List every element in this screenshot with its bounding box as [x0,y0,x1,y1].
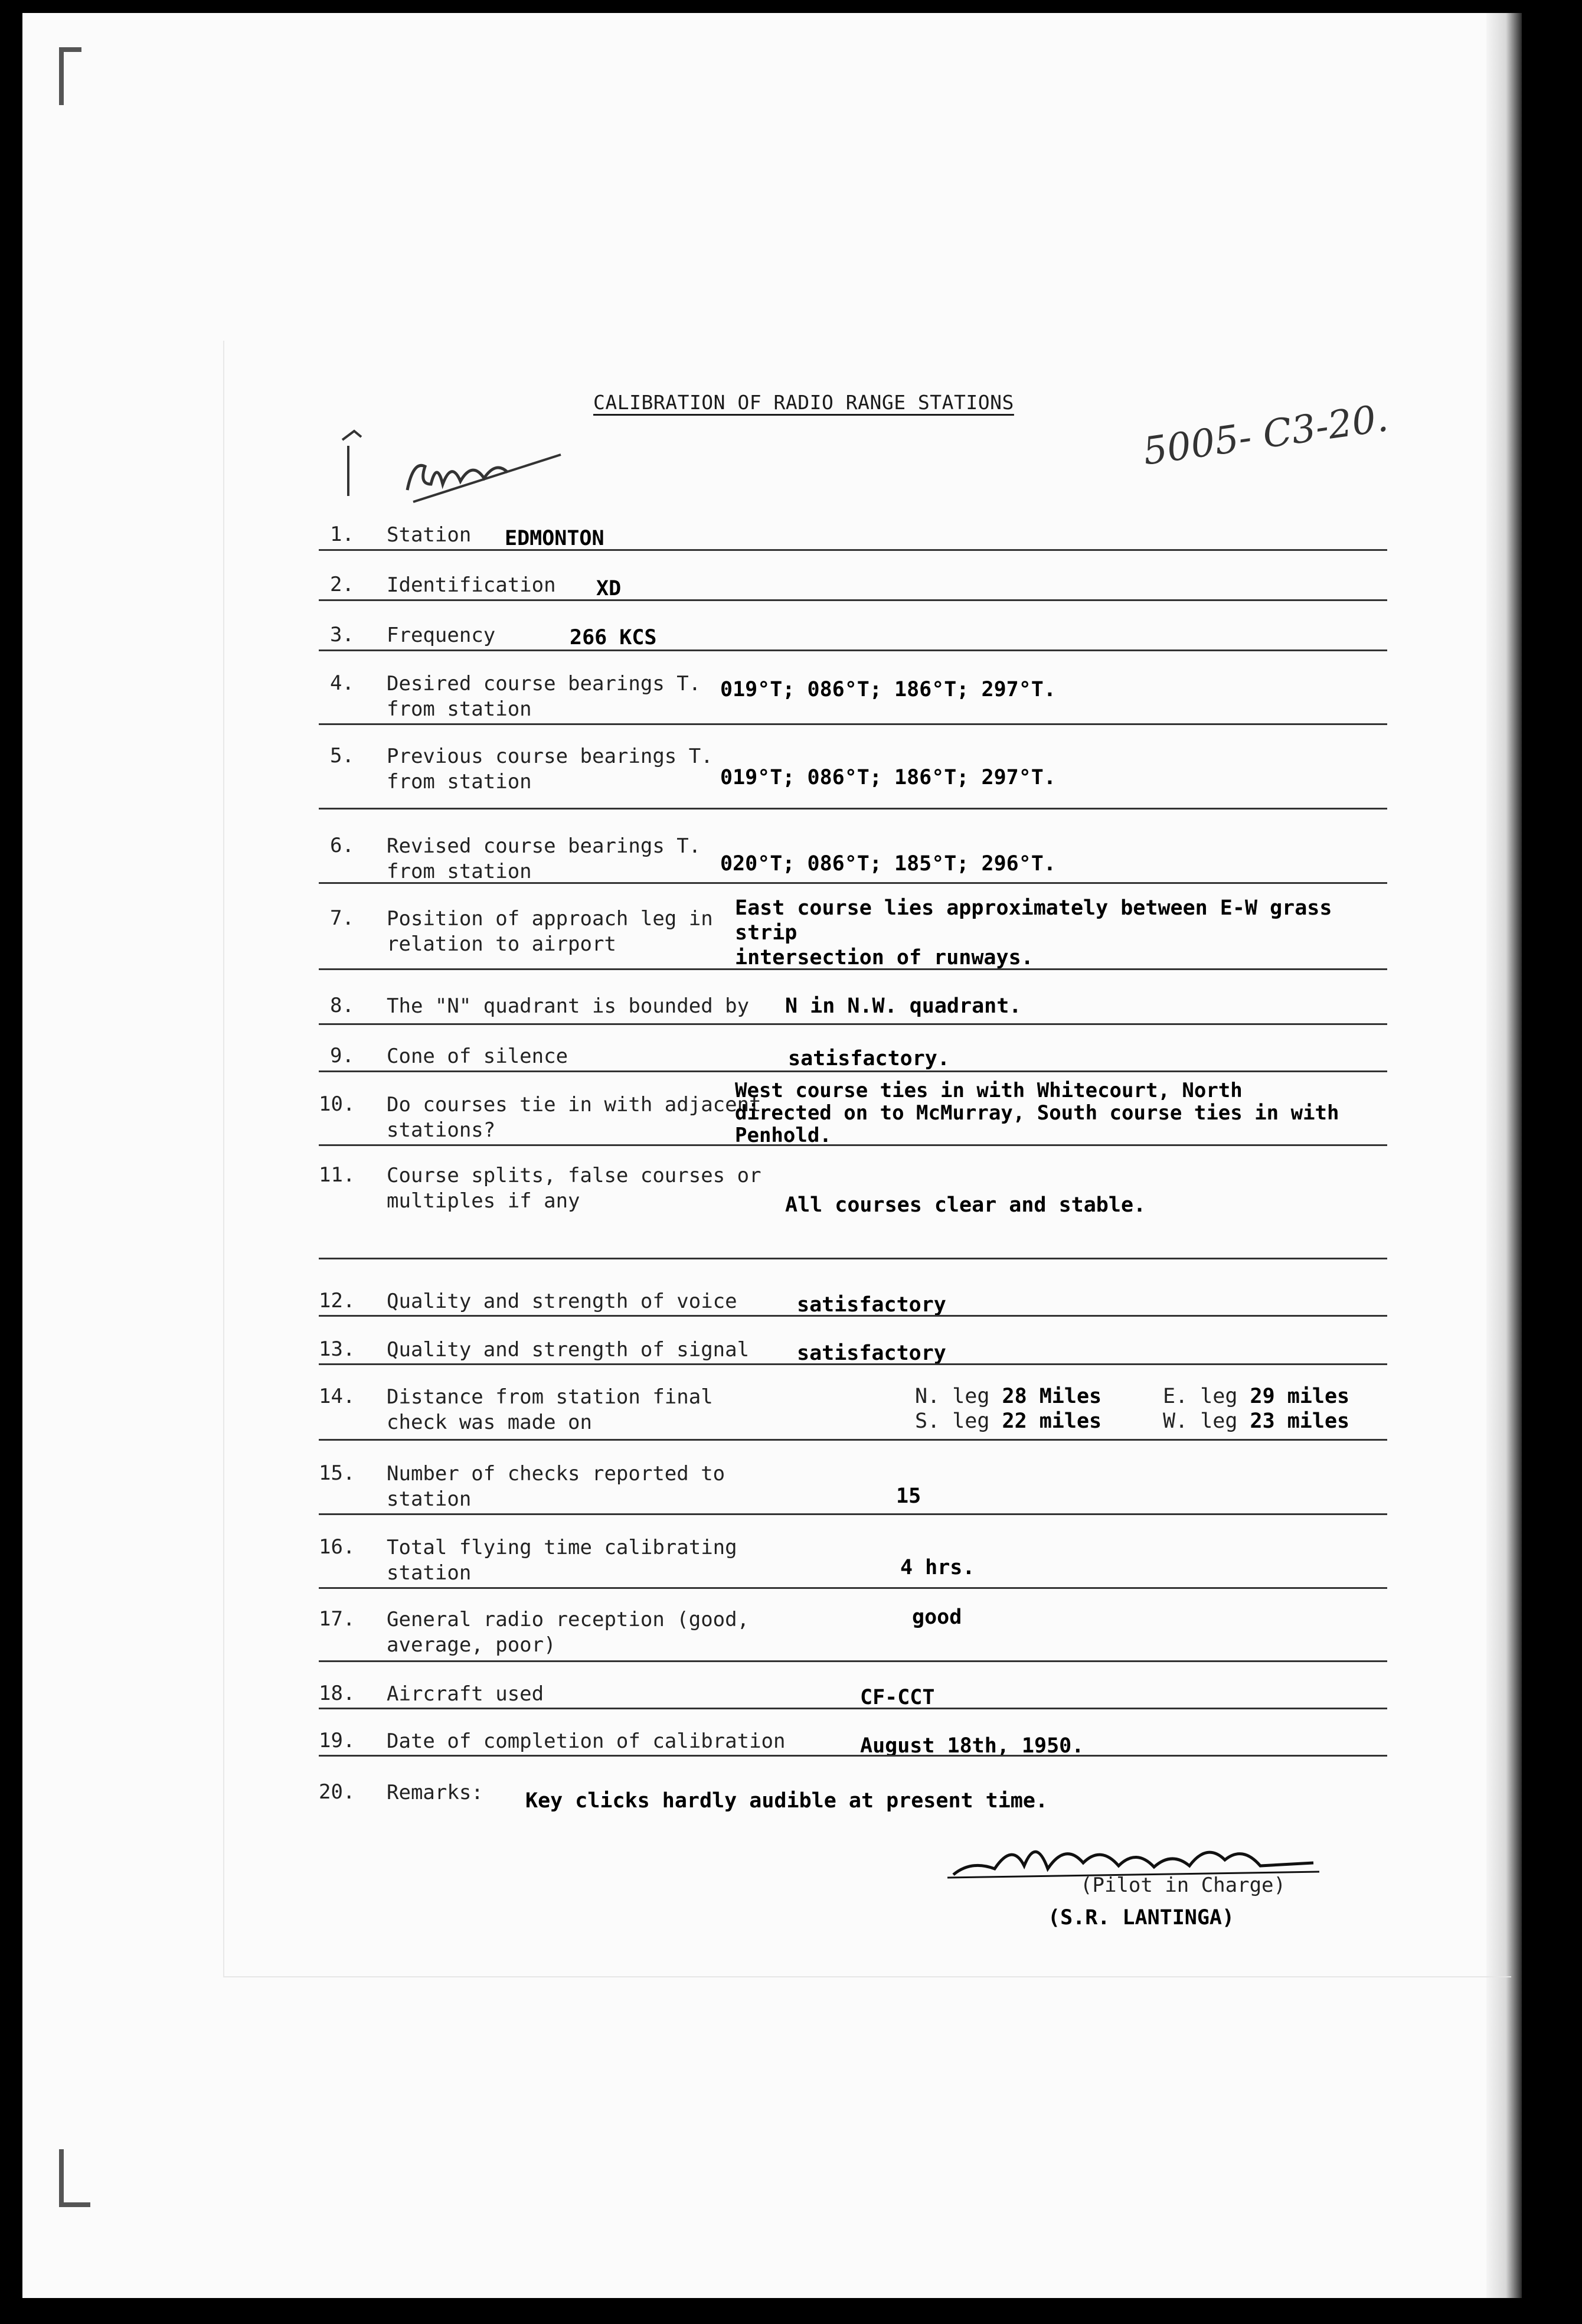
item-label: Course splits, false courses or multiples if any [387,1164,761,1213]
form-row-courses-tie-in [319,1079,1387,1147]
item-label: Total flying time calibrating station [387,1536,737,1585]
form-row-n-quadrant [319,994,1387,1023]
item-label: Position of approach leg in relation to airport [387,907,713,956]
corner-crop-mark-bottom [59,2149,90,2207]
form-row-course-splits [319,1163,1387,1264]
item-number: 8. [330,994,354,1017]
item-rule [319,1363,1387,1365]
item-label: General radio reception (good, average, poor) [387,1608,750,1657]
form-row-revised-bearings [319,834,1387,887]
item-value: All courses clear and stable. [785,1193,1146,1217]
item-value: 15 [896,1484,921,1508]
form-row-desired-bearings [319,671,1387,724]
s-leg-label: S. leg [915,1409,990,1433]
form-row-identification [319,573,1387,602]
item-number: 17. [319,1607,355,1631]
item-number: 12. [319,1289,355,1313]
item-value: 4 hrs. [900,1556,975,1579]
item-number: 15. [319,1461,355,1485]
item-value: 019°T; 086°T; 186°T; 297°T. [720,766,1056,789]
e-leg [1163,1385,1349,1408]
item-label: Cone of silence [387,1045,568,1068]
form-row-remarks [319,1780,1387,1813]
item-value: Key clicks hardly audible at present time. [525,1789,1048,1813]
item-label: Remarks: [387,1781,483,1804]
n-leg [915,1385,1101,1408]
item-label: Quality and strength of signal [387,1338,750,1362]
item-label: Do courses tie in with adjacent stations? [387,1093,761,1142]
form-row-distance-final-check [319,1385,1387,1441]
item-rule [319,649,1387,651]
s-leg [915,1409,1101,1433]
form-row-completion-date [319,1729,1387,1758]
item-rule [319,1708,1387,1709]
document-title: CALIBRATION OF RADIO RANGE STATIONS [593,391,1014,414]
form-row-checks-reported [319,1461,1387,1517]
item-rule [319,968,1387,970]
item-number: 4. [330,671,354,695]
n-leg-value: 28 Miles [1002,1385,1102,1408]
item-value: 019°T; 086°T; 186°T; 297°T. [720,678,1056,701]
item-label: Station [387,523,472,547]
item-value: 266 KCS [570,626,657,649]
signer-role: (Pilot in Charge) [1080,1873,1286,1897]
item-value: East course lies approximately between E-W grass strip intersection of runways. [735,896,1332,970]
item-value: satisfactory. [788,1047,950,1070]
form-row-previous-bearings [319,744,1387,812]
item-number: 2. [330,573,354,596]
item-number: 6. [330,834,354,857]
item-number: 10. [319,1092,355,1116]
item-number: 3. [330,623,354,647]
item-label: Desired course bearings T. from station [387,672,701,721]
item-rule [319,882,1387,884]
item-rule [319,1023,1387,1025]
item-rule [319,1755,1387,1757]
item-rule [319,549,1387,551]
item-label: Identification [387,573,556,597]
w-leg-label: W. leg [1163,1409,1238,1433]
item-value: EDMONTON [505,527,604,550]
w-leg-value: 23 miles [1250,1409,1350,1433]
e-leg-label: E. leg [1163,1385,1238,1408]
item-label: Aircraft used [387,1682,544,1706]
s-leg-value: 22 miles [1002,1409,1102,1433]
item-number: 1. [330,523,354,546]
form-row-approach-leg [319,896,1387,971]
form-row-cone-of-silence [319,1044,1387,1073]
signature-block [947,1819,1325,1954]
item-rule [319,1513,1387,1515]
n-leg-label: N. leg [915,1385,990,1408]
item-value: good [912,1605,962,1629]
form-row-flying-time [319,1535,1387,1591]
item-rule [319,599,1387,601]
item-label: Previous course bearings T. from station [387,745,713,794]
form-row-signal-quality [319,1337,1387,1367]
item-value: XD [596,577,622,600]
form-row-aircraft-used [319,1682,1387,1711]
item-rule [319,1144,1387,1146]
item-value: satisfactory [797,1341,946,1365]
item-rule [319,808,1387,810]
item-label: Frequency [387,624,496,647]
item-number: 16. [319,1535,355,1559]
item-number: 20. [319,1780,355,1804]
item-value: CF-CCT [860,1686,935,1709]
item-label: Date of completion of calibration [387,1729,786,1753]
item-rule [319,1315,1387,1317]
item-label: Revised course bearings T. from station [387,834,701,883]
item-number: 19. [319,1729,355,1752]
item-label: The "N" quadrant is bounded by [387,994,750,1018]
item-rule [319,723,1387,725]
item-value: satisfactory [797,1293,946,1317]
item-value: August 18th, 1950. [860,1734,1084,1758]
signer-name: (S.R. LANTINGA) [1048,1906,1235,1930]
item-value: 020°T; 086°T; 185°T; 296°T. [720,852,1056,876]
item-label: Number of checks reported to station [387,1462,725,1511]
item-number: 11. [319,1163,355,1187]
item-value: West course ties in with Whitecourt, North directed on to McMurray, South course ties in with Penhold. [735,1079,1339,1147]
item-number: 14. [319,1385,355,1408]
item-rule [319,1070,1387,1072]
form-row-radio-reception [319,1607,1387,1663]
item-rule [319,1587,1387,1589]
form-row-station [319,523,1387,552]
item-number: 18. [319,1682,355,1705]
form-row-frequency [319,623,1387,652]
item-label: Distance from station final check was made on [387,1385,713,1434]
item-number: 5. [330,744,354,768]
form-row-voice-quality [319,1289,1387,1318]
corner-crop-mark-top [59,47,81,105]
w-leg [1163,1409,1349,1433]
item-rule [319,1660,1387,1662]
item-number: 13. [319,1337,355,1361]
item-label: Quality and strength of voice [387,1290,737,1313]
e-leg-value: 29 miles [1250,1385,1350,1408]
item-number: 7. [330,906,354,930]
item-value: N in N.W. quadrant. [785,994,1022,1018]
item-number: 9. [330,1044,354,1068]
file-reference-number: 5005- C3-20. [1140,396,1391,474]
document-page [22,13,1522,2298]
item-rule [319,1439,1387,1441]
item-rule [319,1258,1387,1259]
